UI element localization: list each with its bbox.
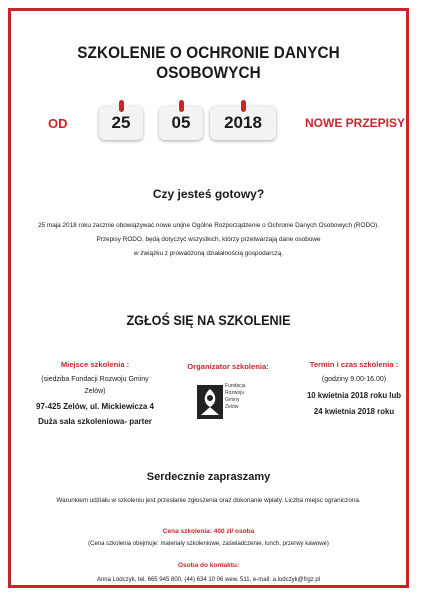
calendar-ring-icon <box>119 100 124 112</box>
price-text: Cena szkolenia: 400 zł/ osoba <box>162 528 255 535</box>
poster-frame <box>8 8 409 588</box>
schedule-heading: Termin i czas szkolenia : <box>309 360 399 369</box>
intro-text <box>25 219 392 261</box>
intro-line-1: 25 maja 2018 roku zacznie obowiązywać nowe unijne Ogólne Rozporządzenie o Ochronie Danych Osobowych (RODO). <box>37 222 379 229</box>
date-suffix: NOWE PRZEPISY <box>305 116 406 130</box>
month-value: 05 <box>171 113 191 132</box>
calendar-ring-icon <box>241 100 246 112</box>
logo-line: Zelów <box>225 404 239 410</box>
logo-line: Fundacja <box>225 383 246 389</box>
logo-line: Rozwoju <box>225 390 245 396</box>
calendar-day <box>99 106 143 140</box>
organizer-column <box>173 361 283 423</box>
question-heading: Czy jesteś gotowy? <box>152 187 265 201</box>
calendar-year <box>210 106 276 140</box>
place-line-1: (siedziba Fundacji Rozwoju Gminy Zelów) <box>41 376 149 395</box>
conditions-text: Warunkiem udziału w szkoleniu jest przesłanie zgłoszenia oraz dokonanie wpłaty. Liczba miejsc ograniczona. <box>56 497 361 504</box>
year-value: 2018 <box>224 113 262 132</box>
contact-details: Anna Lodczyk, tel. 665 945 800, (44) 634 10 06 wew. 511, e-mail: a.lodczyk@frgz.pl <box>96 577 321 583</box>
logo-text <box>225 383 246 411</box>
schedule-date-1: 10 kwietnia 2018 roku lub <box>306 391 402 400</box>
intro-line-2: Przepisy RODO, będą dotyczyć wszystkich, którzy przetwarzają dane osobowe <box>96 236 321 243</box>
place-heading: Miejsce szkolenia : <box>60 360 130 369</box>
calendar-month <box>159 106 203 140</box>
page-title: SZKOLENIE O OCHRONIE DANYCH OSOBOWYCH <box>77 43 340 82</box>
organizer-heading: Organizator szkolenia: <box>187 362 269 371</box>
date-row <box>11 99 406 149</box>
schedule-hours: (godziny 9.00-16.00) <box>321 376 387 383</box>
place-column <box>31 359 159 428</box>
schedule-date-2: 24 kwietnia 2018 roku <box>313 407 395 416</box>
price-includes: (Cena szkolenia obejmuje: materiały szkoleniowe, zaświadczenie, lunch, przerwy kawowe) <box>88 541 329 547</box>
organizer-logo <box>193 379 263 423</box>
signup-heading: ZGŁOŚ SIĘ NA SZKOLENIE <box>126 312 291 328</box>
intro-line-3: w związku z prowadzoną działalnością gospodarczą. <box>133 250 284 257</box>
schedule-column <box>292 359 416 418</box>
foundation-logo-icon <box>197 385 223 419</box>
invite-heading: Serdecznie zapraszamy <box>146 471 271 483</box>
logo-line: Gminy <box>225 397 240 403</box>
date-prefix: OD <box>48 116 68 131</box>
place-address: 97-425 Zelów, ul. Mickiewicza 4 <box>36 402 154 411</box>
day-value: 25 <box>111 113 131 132</box>
place-room: Duża sala szkoleniowa- parter <box>38 417 152 426</box>
calendar-ring-icon <box>179 100 184 112</box>
contact-heading: Osoba do kontaktu: <box>177 562 240 569</box>
